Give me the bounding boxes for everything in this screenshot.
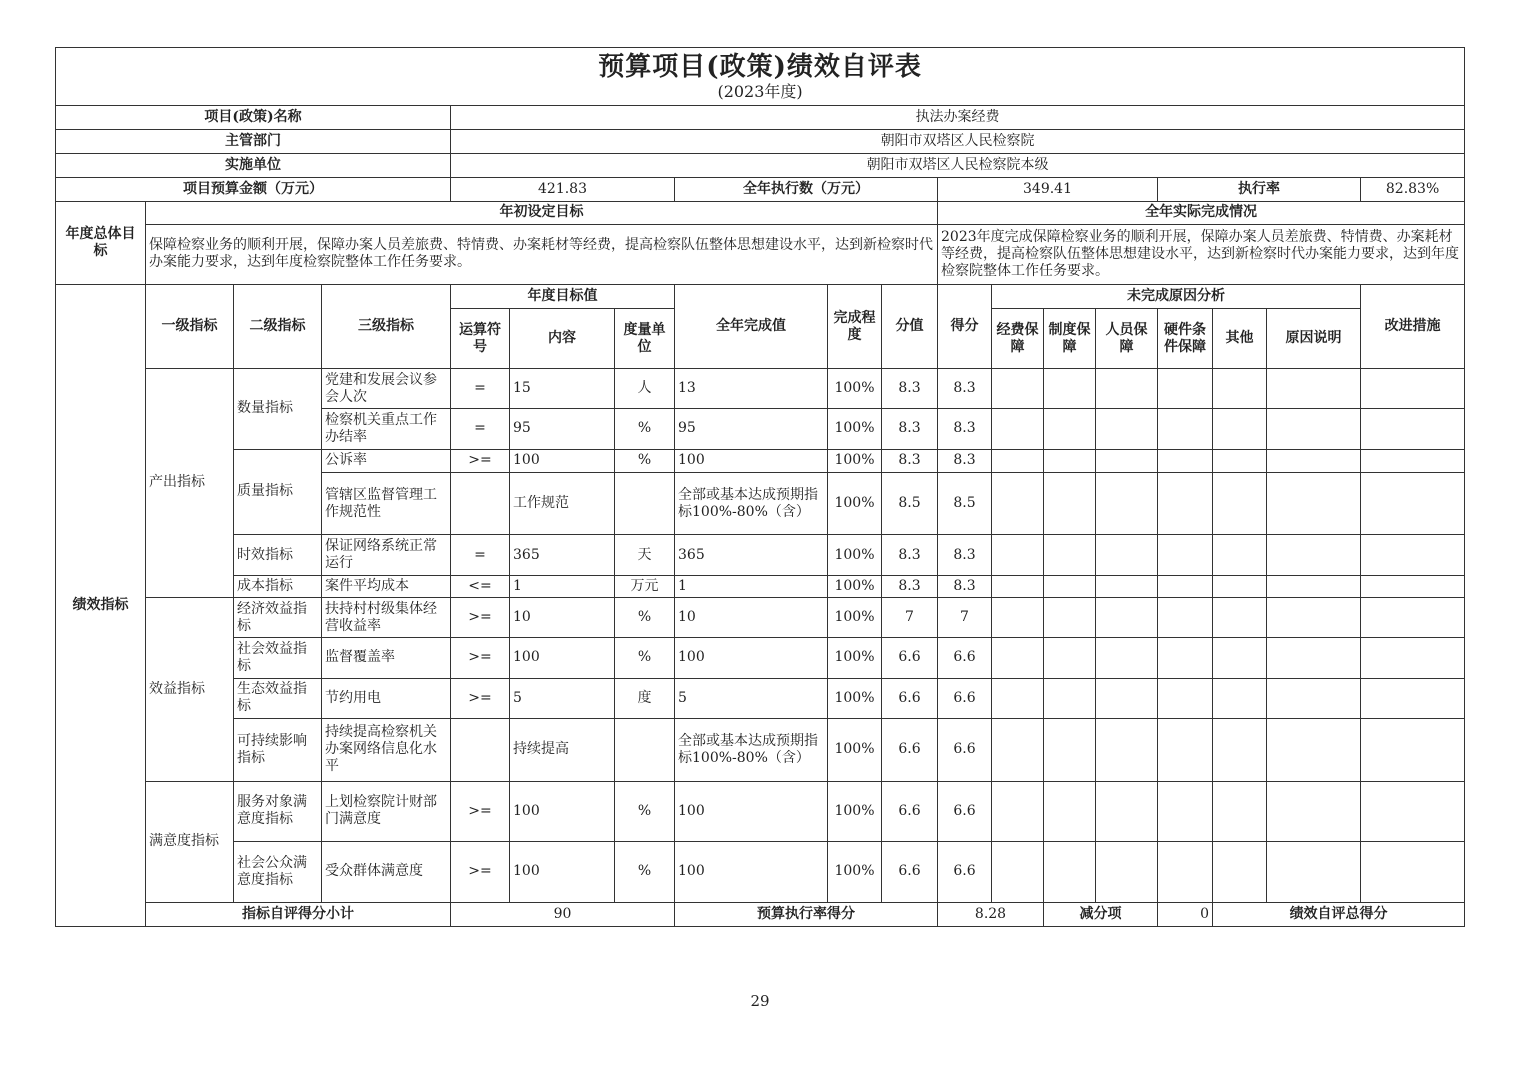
other-header: 其他 [1213,309,1267,369]
staff-header: 人员保障 [1096,309,1158,369]
table-row [56,368,1465,408]
level2-ecological: 生态效益指标 [234,678,322,718]
completion-cell: 100% [828,575,882,597]
unit-cell: % [615,781,675,842]
score-value-header: 分值 [882,285,938,369]
executed-amount-value: 349.41 [938,178,1158,202]
value-cell: 6.6 [882,781,938,842]
table-row [56,678,1465,718]
impl-unit-label: 实施单位 [56,153,451,177]
score-cell: 8.3 [938,449,992,472]
value-cell: 8.3 [882,535,938,575]
completion-cell: 100% [828,409,882,449]
deduction-value: 0 [1158,902,1213,926]
unit-cell: 天 [615,535,675,575]
content-cell: 365 [510,535,615,575]
operator-cell: >= [451,781,510,842]
level3-header: 三级指标 [322,285,451,369]
operator-cell: = [451,368,510,408]
table-row [56,575,1465,597]
budget-score-label: 预算执行率得分 [675,902,938,926]
level1-satisfaction: 满意度指标 [146,781,234,902]
executed-amount-label: 全年执行数（万元） [675,178,938,202]
unit-cell: 度 [615,678,675,718]
unit-header: 度量单位 [615,309,675,369]
content-cell: 5 [510,678,615,718]
system-header: 制度保障 [1044,309,1096,369]
content-cell: 工作规范 [510,472,615,535]
reason-analysis-header: 未完成原因分析 [992,285,1361,309]
operator-cell: >= [451,449,510,472]
unit-cell: % [615,597,675,637]
level2-economic: 经济效益指标 [234,597,322,637]
level3-cell: 监督覆盖率 [322,638,451,678]
level3-cell: 持续提高检察机关办案网络信息化水平 [322,718,451,781]
value-cell: 6.6 [882,842,938,903]
completion-cell: 100% [828,535,882,575]
improve-header: 改进措施 [1361,285,1465,369]
budget-amount-label: 项目预算金额（万元） [56,178,451,202]
table-row [56,638,1465,678]
content-cell: 持续提高 [510,718,615,781]
level1-output: 产出指标 [146,368,234,597]
content-cell: 95 [510,409,615,449]
table-row [56,718,1465,781]
actual-cell: 365 [675,535,828,575]
table-row [56,781,1465,842]
completion-cell: 100% [828,368,882,408]
actual-cell: 100 [675,842,828,903]
score-cell: 8.3 [938,409,992,449]
completion-cell: 100% [828,718,882,781]
level3-cell: 管辖区监督管理工作规范性 [322,472,451,535]
completion-cell: 100% [828,842,882,903]
level1-header: 一级指标 [146,285,234,369]
level3-cell: 扶持村村级集体经营收益率 [322,597,451,637]
subtotal-label: 指标自评得分小计 [146,902,451,926]
total-score-label: 绩效自评总得分 [1213,902,1465,926]
level2-timeliness: 时效指标 [234,535,322,575]
level3-cell: 案件平均成本 [322,575,451,597]
score-cell: 8.5 [938,472,992,535]
operator-cell [451,472,510,535]
operator-cell: <= [451,575,510,597]
content-cell: 100 [510,842,615,903]
completion-cell: 100% [828,678,882,718]
table-row [56,597,1465,637]
table-row [56,535,1465,575]
content-cell: 15 [510,368,615,408]
operator-header: 运算符号 [451,309,510,369]
actual-cell: 全部或基本达成预期指标100%-80%（含） [675,472,828,535]
completion-cell: 100% [828,638,882,678]
impl-unit-value: 朝阳市双塔区人民检察院本级 [451,153,1465,177]
value-cell: 6.6 [882,718,938,781]
actual-completion-text: 2023年度完成保障检察业务的顺利开展，保障办案人员差旅费、特情费、办案耗材等经费，提高检察队伍整体思想建设水平，达到新检察时代办案能力要求，达到年度检察院整体工作任务要求。 [938,224,1465,285]
page-number: 29 [750,992,770,1010]
value-cell: 7 [882,597,938,637]
value-cell: 6.6 [882,638,938,678]
subtotal-value: 90 [451,902,675,926]
value-cell: 8.3 [882,409,938,449]
dept-label: 主管部门 [56,129,451,153]
budget-amount-value: 421.83 [451,178,675,202]
level3-cell: 检察机关重点工作办结率 [322,409,451,449]
score-cell: 6.6 [938,638,992,678]
content-cell: 100 [510,449,615,472]
unit-cell: % [615,449,675,472]
operator-cell [451,718,510,781]
level3-cell: 党建和发展会议参会人次 [322,368,451,408]
actual-cell: 100 [675,638,828,678]
deduction-label: 减分项 [1044,902,1158,926]
value-cell: 8.3 [882,449,938,472]
level2-service-object: 服务对象满意度指标 [234,781,322,842]
unit-cell: % [615,409,675,449]
completion-header: 完成程度 [828,285,882,369]
level3-cell: 上划检察院计财部门满意度 [322,781,451,842]
level3-cell: 节约用电 [322,678,451,718]
initial-goal-header: 年初设定目标 [146,202,938,224]
actual-cell: 10 [675,597,828,637]
unit-cell: % [615,638,675,678]
content-header: 内容 [510,309,615,369]
unit-cell: 人 [615,368,675,408]
table-row [56,449,1465,472]
score-cell: 7 [938,597,992,637]
content-cell: 100 [510,781,615,842]
level2-sustainable: 可持续影响指标 [234,718,322,781]
performance-self-evaluation-table [55,47,1465,927]
actual-cell: 5 [675,678,828,718]
score-cell: 6.6 [938,842,992,903]
unit-cell: % [615,842,675,903]
execution-rate-label: 执行率 [1158,178,1361,202]
annual-target-header: 年度目标值 [451,285,675,309]
dept-value: 朝阳市双塔区人民检察院 [451,129,1465,153]
content-cell: 10 [510,597,615,637]
form-title-cell [56,48,1465,106]
operator-cell: >= [451,638,510,678]
value-cell: 8.3 [882,575,938,597]
funding-header: 经费保障 [992,309,1044,369]
unit-cell: 万元 [615,575,675,597]
operator-cell: >= [451,678,510,718]
score-cell: 8.3 [938,575,992,597]
level2-quality: 质量指标 [234,449,322,535]
level2-header: 二级指标 [234,285,322,369]
unit-cell [615,472,675,535]
actual-completion-header: 全年实际完成情况 [938,202,1465,224]
level2-cost: 成本指标 [234,575,322,597]
execution-rate-value: 82.83% [1361,178,1465,202]
level3-cell: 保证网络系统正常运行 [322,535,451,575]
hardware-header: 硬件条件保障 [1158,309,1213,369]
score-cell: 6.6 [938,781,992,842]
actual-cell: 13 [675,368,828,408]
value-cell: 6.6 [882,678,938,718]
operator-cell: = [451,409,510,449]
actual-cell: 全部或基本达成预期指标100%-80%（含） [675,718,828,781]
content-cell: 1 [510,575,615,597]
score-cell: 6.6 [938,678,992,718]
actual-cell: 100 [675,449,828,472]
perf-indicator-label: 绩效指标 [56,285,146,927]
content-cell: 100 [510,638,615,678]
form-title: 预算项目(政策)绩效自评表 [598,52,922,83]
project-name-value: 执法办案经费 [451,105,1465,129]
completion-cell: 100% [828,781,882,842]
completion-cell: 100% [828,472,882,535]
project-name-label: 项目(政策)名称 [56,105,451,129]
value-cell: 8.3 [882,368,938,408]
unit-cell [615,718,675,781]
score-cell: 6.6 [938,718,992,781]
level1-benefit: 效益指标 [146,597,234,781]
actual-cell: 1 [675,575,828,597]
completion-cell: 100% [828,597,882,637]
level2-public: 社会公众满意度指标 [234,842,322,903]
reason-note-header: 原因说明 [1267,309,1361,369]
operator-cell: = [451,535,510,575]
budget-score-value: 8.28 [938,902,1044,926]
form-year: (2023年度) [717,82,803,102]
operator-cell: >= [451,842,510,903]
actual-cell: 95 [675,409,828,449]
table-row [56,842,1465,903]
level3-cell: 公诉率 [322,449,451,472]
level3-cell: 受众群体满意度 [322,842,451,903]
completion-cell: 100% [828,449,882,472]
level2-social: 社会效益指标 [234,638,322,678]
score-cell: 8.3 [938,535,992,575]
annual-goal-label: 年度总体目标 [56,202,146,285]
actual-cell: 100 [675,781,828,842]
operator-cell: >= [451,597,510,637]
value-cell: 8.5 [882,472,938,535]
initial-goal-text: 保障检察业务的顺利开展，保障办案人员差旅费、特情费、办案耗材等经费，提高检察队伍整体思想建设水平，达到新检察时代办案能力要求，达到年度检察院整体工作任务要求。 [146,224,938,285]
level2-quantity: 数量指标 [234,368,322,449]
score-header: 得分 [938,285,992,369]
score-cell: 8.3 [938,368,992,408]
actual-value-header: 全年完成值 [675,285,828,369]
